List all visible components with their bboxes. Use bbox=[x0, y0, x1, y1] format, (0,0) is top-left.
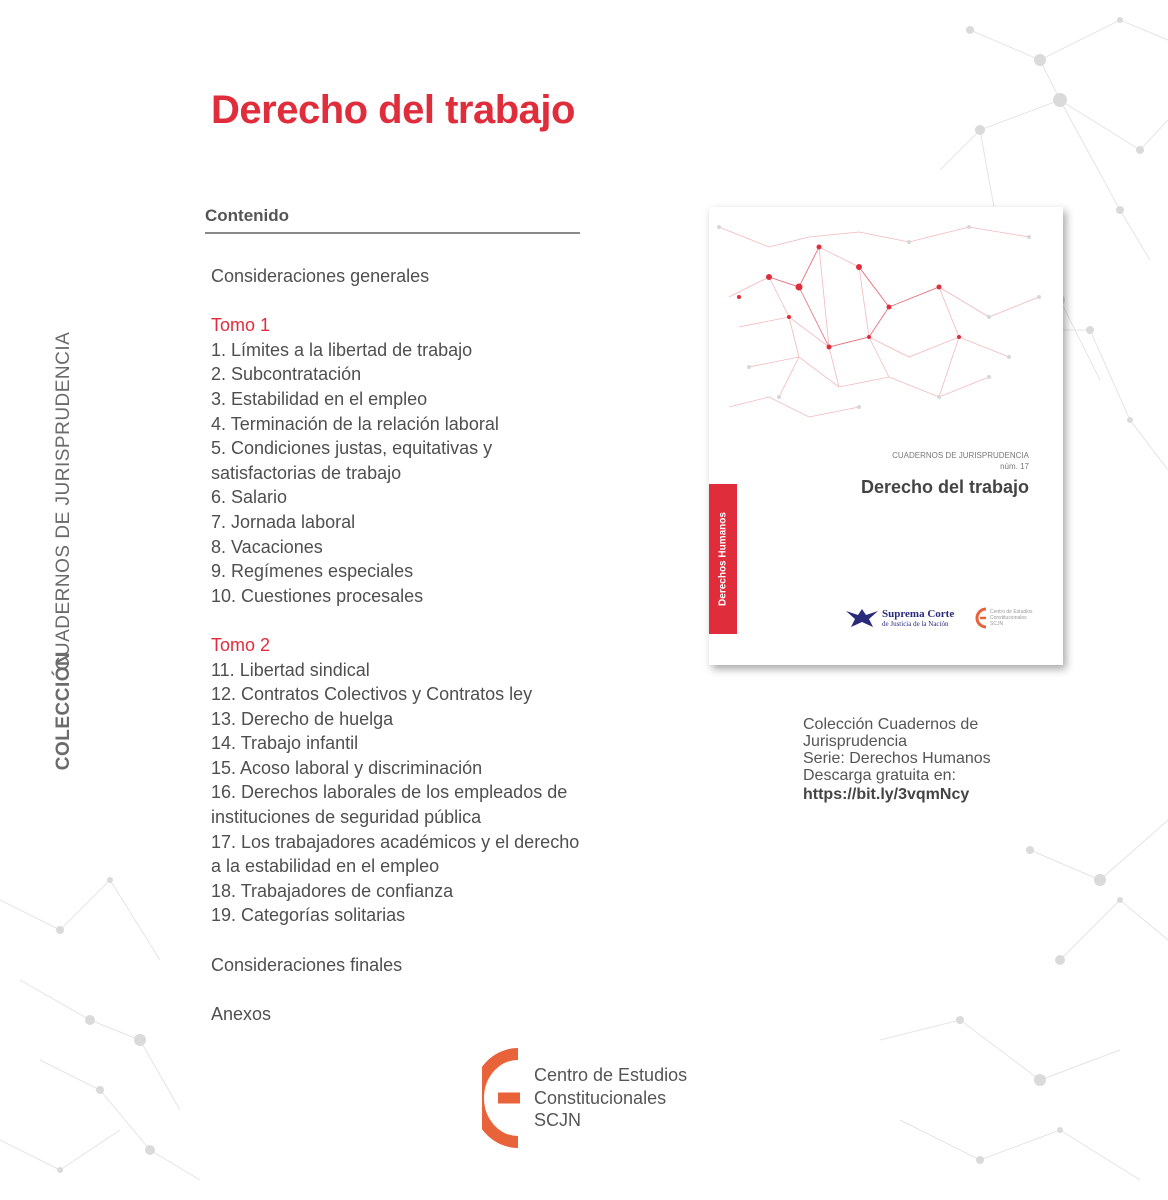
cover-collection: CUADERNOS DE JURISPRUDENCIA bbox=[892, 451, 1029, 460]
cover-cec-line: Constitucionales bbox=[990, 615, 1027, 621]
cec-logo-icon bbox=[975, 607, 987, 629]
side-label bbox=[34, 331, 94, 780]
cec-logo-icon bbox=[482, 1048, 522, 1148]
scjn-line2: de Justicia de la Nación bbox=[882, 619, 949, 628]
cover-title: Derecho del trabajo bbox=[860, 477, 1029, 497]
footer-logo bbox=[482, 1048, 687, 1148]
toc-item: 1. Límites a la libertad de trabajo bbox=[211, 339, 473, 360]
book-cover bbox=[709, 207, 1063, 665]
eagle-icon bbox=[845, 605, 879, 631]
toc-item: 3. Estabilidad en el empleo bbox=[211, 388, 428, 409]
toc-item: 19. Categorías solitarias bbox=[211, 905, 406, 926]
footer-line: Centro de Estudios bbox=[534, 1065, 688, 1086]
toc-item: 9. Regímenes especiales bbox=[211, 561, 414, 582]
toc-item: 10. Cuestiones procesales bbox=[211, 585, 424, 606]
cover-series-label: Derechos Humanos bbox=[717, 512, 729, 606]
cover-series-band bbox=[709, 484, 737, 634]
toc-item: 12. Contratos Colectivos y Contratos ley bbox=[211, 684, 533, 705]
scjn-line1: Suprema Corte bbox=[882, 607, 955, 620]
footer-line: Constitucionales bbox=[534, 1087, 667, 1108]
info-line: Colección Cuadernos de bbox=[803, 716, 979, 733]
cover-number: núm. 17 bbox=[1000, 462, 1029, 471]
toc-item: a la estabilidad en el empleo bbox=[211, 856, 440, 877]
info-line: Descarga gratuita en: bbox=[803, 767, 956, 784]
contents-heading: Contenido bbox=[205, 206, 580, 234]
side-series: CUADERNOS DE JURISPRUDENCIA bbox=[53, 331, 74, 671]
toc-item: satisfactorias de trabajo bbox=[211, 462, 402, 483]
toc-item: 11. Libertad sindical bbox=[211, 659, 370, 680]
info-line: Jurisprudencia bbox=[803, 733, 908, 750]
toc-final: Consideraciones finales bbox=[211, 954, 403, 975]
toc-annex: Anexos bbox=[211, 1003, 272, 1024]
toc-general: Consideraciones generales bbox=[211, 266, 430, 286]
toc-item: 17. Los trabajadores académicos y el derecho bbox=[211, 831, 580, 852]
cover-network-illustration bbox=[709, 207, 1063, 447]
toc-item: 7. Jornada laboral bbox=[211, 511, 356, 532]
page-title: Derecho del trabajo bbox=[211, 88, 575, 132]
toc-item: 13. Derecho de huelga bbox=[211, 708, 394, 729]
footer-line: SCJN bbox=[534, 1110, 582, 1131]
toc-item: 14. Trabajo infantil bbox=[211, 733, 359, 754]
info-line: Serie: Derechos Humanos bbox=[803, 750, 991, 767]
cover-cec-line: Centro de Estudios bbox=[990, 609, 1033, 615]
side-collection: COLECCIÓN bbox=[53, 651, 74, 771]
cover-cec-logo bbox=[975, 607, 1033, 629]
toc-item: 6. Salario bbox=[211, 487, 288, 508]
toc-item: 4. Terminación de la relación laboral bbox=[211, 413, 499, 434]
toc-tomo1-label: Tomo 1 bbox=[211, 315, 271, 336]
toc-item: 18. Trabajadores de confianza bbox=[211, 880, 454, 901]
toc-item: 16. Derechos laborales de los empleados de bbox=[211, 782, 568, 803]
scjn-logo bbox=[845, 605, 954, 631]
download-link[interactable]: https://bit.ly/3vqmNcy bbox=[803, 786, 970, 803]
cover-cec-line: SCJN bbox=[990, 621, 1004, 627]
publication-info bbox=[803, 716, 1023, 803]
toc-item: 15. Acoso laboral y discriminación bbox=[211, 757, 483, 778]
toc-item: 5. Condiciones justas, equitativas y bbox=[211, 438, 493, 459]
toc-tomo2-label: Tomo 2 bbox=[211, 634, 271, 655]
toc-item: 2. Subcontratación bbox=[211, 364, 362, 385]
toc-item: 8. Vacaciones bbox=[211, 536, 323, 557]
toc-item: instituciones de seguridad pública bbox=[211, 807, 482, 828]
table-of-contents bbox=[211, 264, 591, 1026]
